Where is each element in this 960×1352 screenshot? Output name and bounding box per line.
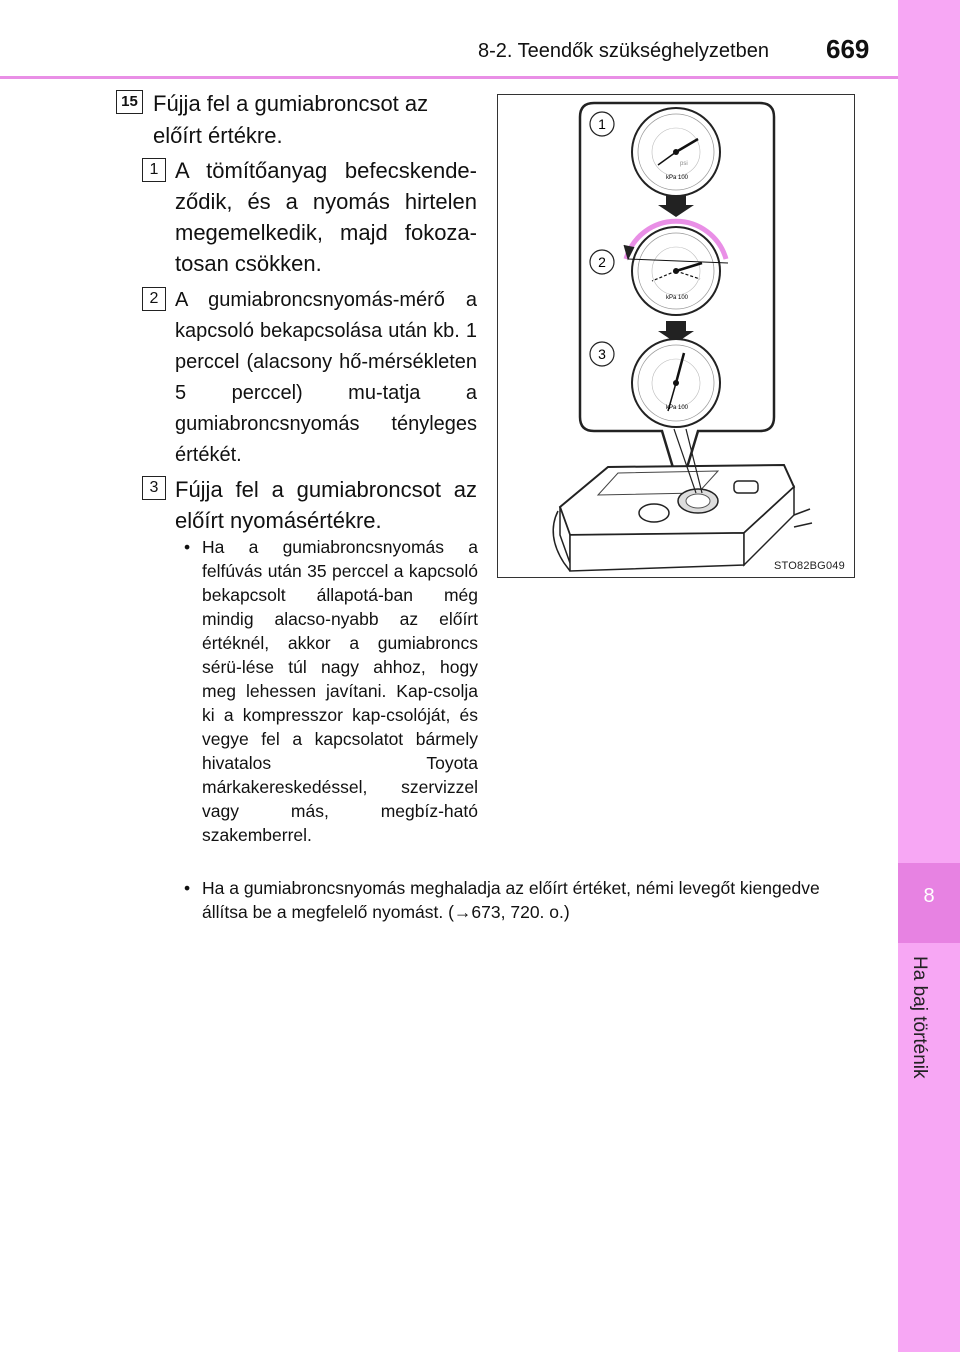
callout-number-2 xyxy=(590,250,614,274)
compressor-gauge-illustration xyxy=(497,94,855,578)
side-tab-chapter xyxy=(898,863,960,943)
step-badge: 15 xyxy=(116,90,143,114)
svg-text:kPa 100: kPa 100 xyxy=(666,295,689,301)
svg-text:2: 2 xyxy=(598,254,606,270)
bullet-item-2 xyxy=(186,876,866,924)
svg-text:kPa 100: kPa 100 xyxy=(666,175,689,181)
svg-text:1: 1 xyxy=(598,116,606,132)
step-text: Fújja fel a gumiabroncsot az előírt értékre. xyxy=(153,91,429,148)
bullet-symbol: • xyxy=(184,537,191,557)
illustration-svg xyxy=(498,95,854,577)
chapter-number: 8 xyxy=(923,885,935,907)
side-tab-top xyxy=(898,0,960,863)
header-rule xyxy=(0,76,898,79)
side-tab-label: Ha baj történik xyxy=(909,956,930,1079)
substep-text-3: Fújja fel a gumiabroncsot az előírt nyomásértékre. xyxy=(175,477,477,533)
bullet-text: Ha a gumiabroncsnyomás meghaladja az előírt értéket, némi levegőt kiengedve állítsa be a megfelelő nyomást. (→673, 720. o.) xyxy=(202,878,820,922)
chapter-title: 8-2. Teendők szükséghelyzetben xyxy=(478,40,769,62)
figure-code: STO82BG049 xyxy=(774,560,845,572)
callout-number-3 xyxy=(590,342,614,366)
callout-number-1 xyxy=(590,112,614,136)
svg-text:kPa 100: kPa 100 xyxy=(666,405,689,411)
substep-number-3: 3 xyxy=(142,476,166,500)
bullet-item-1 xyxy=(186,535,478,847)
bullet-symbol: • xyxy=(184,878,191,898)
page-number: 669 xyxy=(826,34,870,64)
svg-text:3: 3 xyxy=(598,346,606,362)
substep-text-2: A gumiabroncsnyomás-mérő a kapcsoló bekapcsolása után kb. 1 perccel (alacsony hő-mérsékleten 5 perccel) mu-tatja a gumiabroncsnyomás tényleges értékét. xyxy=(175,289,477,466)
svg-text:psi: psi xyxy=(680,161,688,167)
substep-number-2: 2 xyxy=(142,287,166,311)
gauge-icon xyxy=(632,108,720,196)
substep-number-1: 1 xyxy=(142,158,166,182)
substep-text-1: A tömítőanyag befecskende-ződik, és a nyomás hirtelen megemelkedik, majd fokoza-tosan csökken. xyxy=(175,158,477,276)
bullet-text: Ha a gumiabroncsnyomás a felfúvás után 35 perccel a kapcsoló bekapcsolt állapotá-ban még mindig alacso-nyabb az előírt értéknél, akkor a gumiabroncs sérü-lése túl nagy ahhoz, hogy meg lehessen javítani. Kap-csolja ki a kompresszor kap-csolóját, és vegye fel a kapcsolatot bármely hivatalos Toyota márkakereskedéssel, szervizzel vagy más, megbíz-ható szakemberrel. xyxy=(202,537,478,845)
gauge-icon xyxy=(632,339,720,427)
